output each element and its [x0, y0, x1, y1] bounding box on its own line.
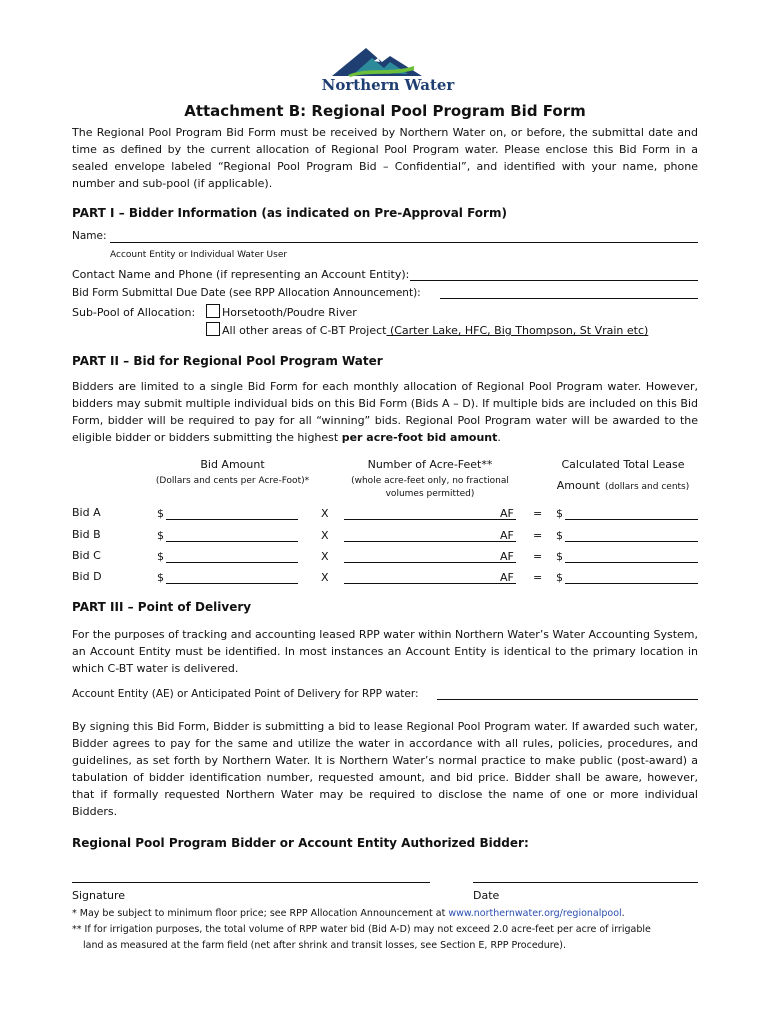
- acre-feet-field[interactable]: [344, 562, 516, 563]
- footnote-1: * May be subject to minimum floor price; see RPP Allocation Announcement at www.northernwater.org/regionalpool.: [72, 908, 625, 919]
- part3-paragraph: For the purposes of tracking and accounting leased RPP water within Northern Water’s Water Accounting System, an Account Entity must be identified. In most instances an Account Entity is identical to the primary location in which C-BT water is delivered.: [72, 628, 698, 675]
- total-lease-field[interactable]: [565, 583, 698, 584]
- logo-text: Northern Water: [321, 76, 455, 94]
- total-lease-field[interactable]: [565, 541, 698, 542]
- account-entity-label: Account Entity (AE) or Anticipated Point of Delivery for RPP water:: [72, 688, 419, 700]
- name-field[interactable]: [110, 242, 698, 243]
- af-unit: AF: [500, 507, 514, 520]
- date-label: Date: [473, 889, 500, 902]
- date-field[interactable]: [473, 882, 698, 883]
- subpool-option-other[interactable]: All other areas of C-BT Project (Carter Lake, HFC, Big Thompson, St Vrain etc): [206, 322, 648, 339]
- equals-sign: =: [533, 529, 543, 542]
- part1-heading: PART I – Bidder Information (as indicated on Pre-Approval Form): [72, 206, 507, 220]
- intro-paragraph: The Regional Pool Program Bid Form must be received by Northern Water on, or before, the submittal date and time as defined by the current allocation of Regional Pool Program water. Please enclose this Bid Form in a sealed envelope labeled “Regional Pool Program Bid – Confidential”, and identified with your name, phone number and sub-pool (if applicable).: [72, 126, 698, 190]
- dollar-sign: $: [157, 529, 164, 542]
- page-title: Attachment B: Regional Pool Program Bid Form: [184, 102, 586, 120]
- signature-label: Signature: [72, 889, 126, 902]
- checkbox[interactable]: [206, 304, 220, 318]
- af-unit: AF: [500, 571, 514, 584]
- contact-field[interactable]: [410, 280, 698, 281]
- total-lease-heading: Calculated Total Lease: [561, 458, 685, 471]
- total-lease-heading-2: Amount (dollars and cents): [556, 479, 690, 492]
- authorization-heading: Regional Pool Program Bidder or Account Entity Authorized Bidder:: [72, 836, 529, 850]
- account-entity-field[interactable]: [437, 699, 698, 700]
- part3-heading: PART III – Point of Delivery: [72, 600, 252, 614]
- bid-row-label: Bid A: [72, 506, 101, 519]
- equals-sign: =: [533, 550, 543, 563]
- dollar-sign: $: [157, 550, 164, 563]
- due-date-field[interactable]: [440, 298, 698, 299]
- acre-feet-subheading-2: volumes permitted): [385, 489, 475, 499]
- acre-feet-field[interactable]: [344, 583, 516, 584]
- times-sign: X: [321, 507, 329, 520]
- northern-water-logo: [318, 44, 458, 96]
- dollar-sign: $: [157, 507, 164, 520]
- regional-pool-link[interactable]: www.northernwater.org/regionalpool: [448, 908, 622, 919]
- bid-amount-field[interactable]: [166, 583, 298, 584]
- part2-paragraph: Bidders are limited to a single Bid Form for each monthly allocation of Regional Pool Program water. However, bidders may submit multiple individual bids on this Bid Form (Bids A – D). If multiple bids are included on this Bid Form, bidder will be required to pay for all “winning” bids. Regional Pool Program water will be awarded to the eligible bidder or bidders submitting the highest per acre-foot bid amount.: [72, 380, 698, 444]
- footnote-2-line1: ** If for irrigation purposes, the total volume of RPP water bid (Bid A-D) may not exceed 2.0 acre-feet per acre of irrigable: [72, 924, 651, 935]
- subpool-option-horsetooth[interactable]: Horsetooth/Poudre River: [206, 304, 357, 321]
- times-sign: X: [321, 550, 329, 563]
- acre-feet-field[interactable]: [344, 541, 516, 542]
- dollar-sign: $: [556, 507, 563, 520]
- footnote-2-line2: land as measured at the farm field (net after shrink and transit losses, see Section E, RPP Procedure).: [83, 940, 566, 951]
- acre-feet-field[interactable]: [344, 519, 516, 520]
- total-lease-field[interactable]: [565, 562, 698, 563]
- total-lease-field[interactable]: [565, 519, 698, 520]
- equals-sign: =: [533, 571, 543, 584]
- acre-feet-heading: Number of Acre-Feet**: [367, 458, 493, 471]
- acre-feet-subheading-1: (whole acre-feet only, no fractional: [351, 476, 509, 486]
- equals-sign: =: [533, 507, 543, 520]
- times-sign: X: [321, 571, 329, 584]
- name-label: Name:: [72, 230, 107, 242]
- bid-row-label: Bid D: [72, 570, 102, 583]
- checkbox[interactable]: [206, 322, 220, 336]
- mountain-logo-icon: [318, 44, 458, 78]
- bid-row-label: Bid B: [72, 528, 101, 541]
- dollar-sign: $: [556, 571, 563, 584]
- dollar-sign: $: [556, 550, 563, 563]
- subpool-label: Sub-Pool of Allocation:: [72, 306, 196, 319]
- due-date-label: Bid Form Submittal Due Date (see RPP Allocation Announcement):: [72, 287, 421, 299]
- af-unit: AF: [500, 550, 514, 563]
- af-unit: AF: [500, 529, 514, 542]
- bid-amount-subheading: (Dollars and cents per Acre-Foot)*: [155, 476, 310, 486]
- bid-row-label: Bid C: [72, 549, 101, 562]
- contact-label: Contact Name and Phone (if representing an Account Entity):: [72, 268, 410, 281]
- bid-amount-field[interactable]: [166, 562, 298, 563]
- bid-amount-heading: Bid Amount: [200, 458, 265, 471]
- signing-paragraph: By signing this Bid Form, Bidder is submitting a bid to lease Regional Pool Program water. If awarded such water, Bidder agrees to pay for the same and utilize the water in accordance with all rules, policies, procedures, and guidelines, as set forth by Northern Water. It is Northern Water’s normal practice to make public (post-award) a tabulation of bidder identification number, requested amount, and bid price. Bidder shall be aware, however, that if formally requested Northern Water may be required to disclose the name of one or more individual Bidders.: [72, 720, 698, 818]
- bid-amount-field[interactable]: [166, 519, 298, 520]
- part2-heading: PART II – Bid for Regional Pool Program Water: [72, 354, 383, 368]
- times-sign: X: [321, 529, 329, 542]
- dollar-sign: $: [157, 571, 164, 584]
- signature-field[interactable]: [72, 882, 430, 883]
- dollar-sign: $: [556, 529, 563, 542]
- name-sublabel: Account Entity or Individual Water User: [110, 250, 288, 260]
- bid-amount-field[interactable]: [166, 541, 298, 542]
